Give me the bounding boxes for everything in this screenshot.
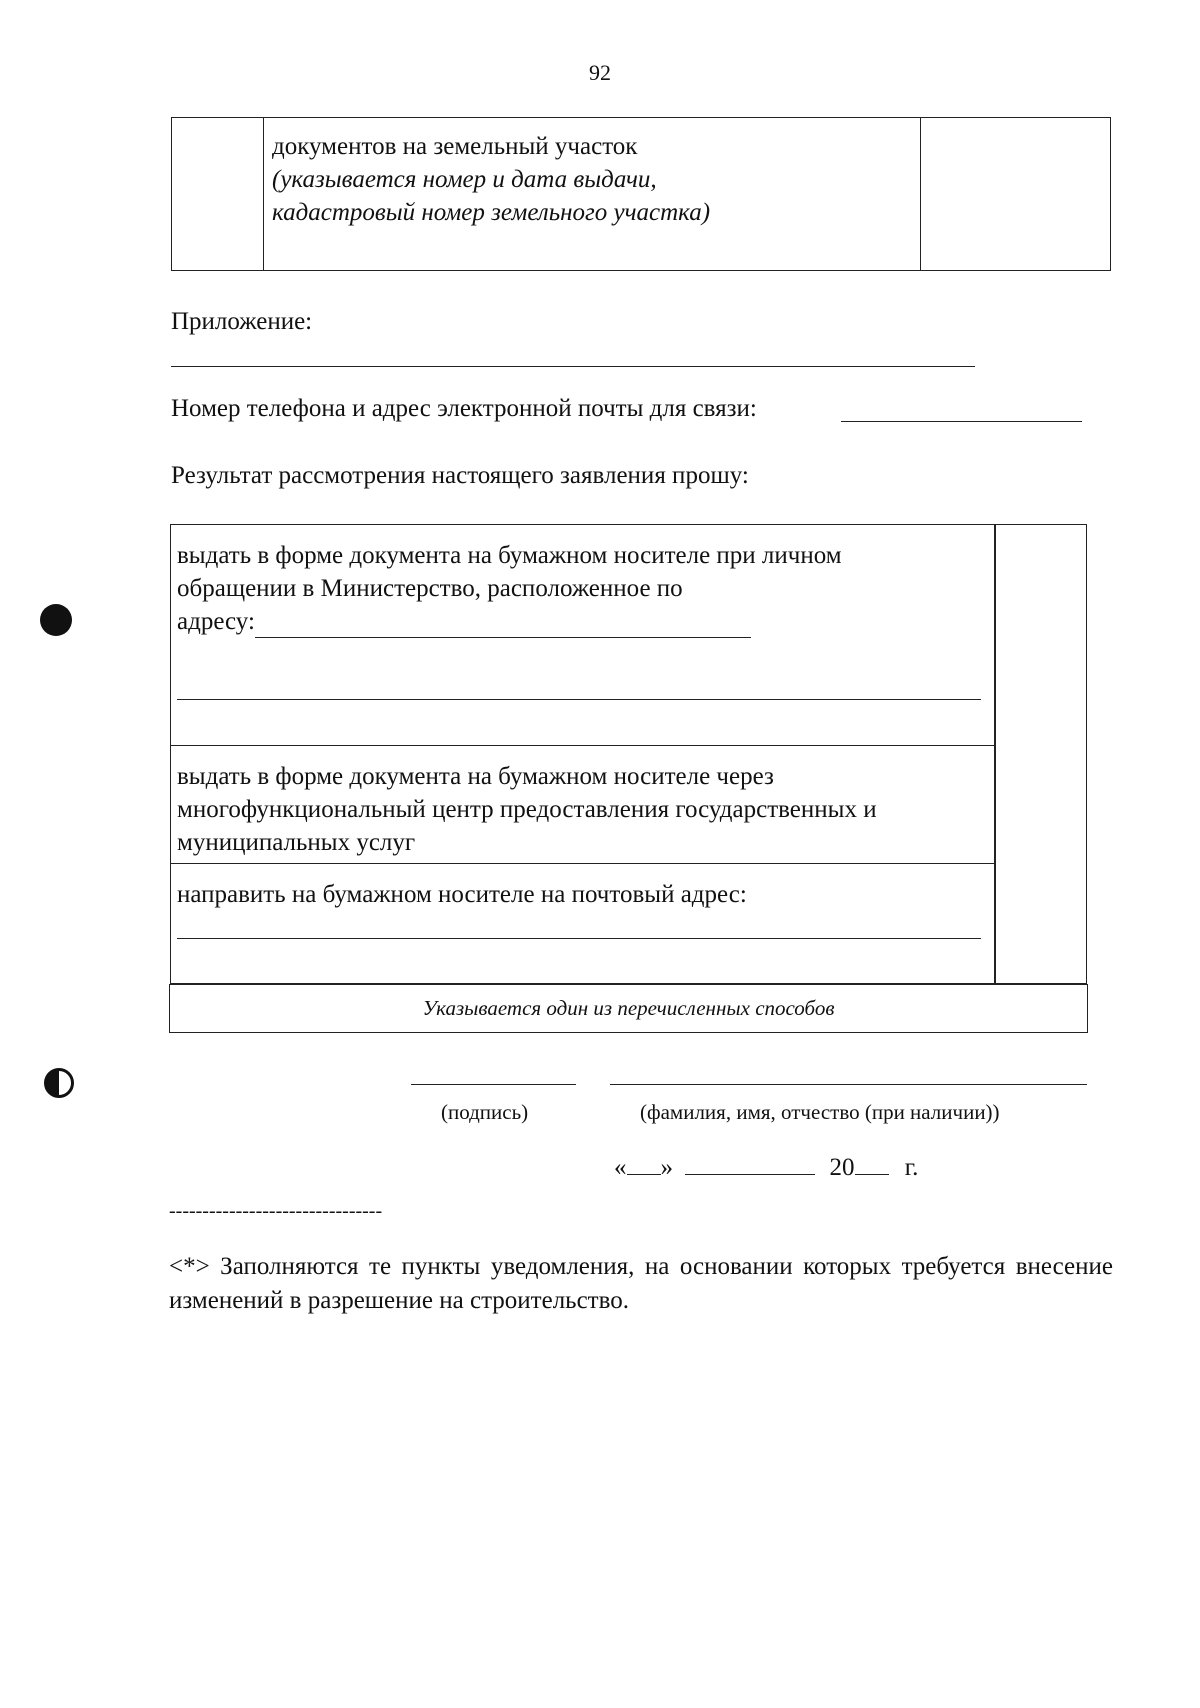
result-options-table	[170, 524, 1087, 984]
signature-line[interactable]	[411, 1084, 576, 1085]
footnote-text: <*> Заполняются те пункты уведомления, на основании которых требуется внесение изменений в разрешение на строительство.	[169, 1253, 1113, 1314]
full-name-line[interactable]	[610, 1084, 1087, 1085]
contact-line[interactable]	[841, 421, 1082, 422]
options-note: Указывается один из перечисленных способов	[169, 984, 1088, 1033]
footnote-separator: --------------------------------	[169, 1200, 383, 1222]
attachment-line[interactable]	[171, 366, 975, 367]
option-personal-visit[interactable]	[171, 525, 994, 745]
option-address-label: адресу:	[177, 608, 255, 635]
date-month-line[interactable]	[685, 1152, 815, 1175]
signature-caption: (подпись)	[441, 1100, 529, 1124]
date-day-line[interactable]	[627, 1152, 661, 1175]
binder-hole-mark	[40, 604, 72, 636]
table-description-cell	[264, 118, 921, 270]
binder-hole-mark-2	[44, 1068, 74, 1098]
date-close-quote: »	[660, 1154, 673, 1181]
attachment-label: Приложение:	[171, 308, 313, 335]
result-request-label: Результат рассмотрения настоящего заявления прошу:	[171, 462, 749, 489]
option-personal-visit-text: выдать в форме документа на бумажном носителе при личном обращении в Министерство, расположенное по	[177, 542, 842, 602]
contact-label: Номер телефона и адрес электронной почты для связи:	[171, 395, 757, 422]
option-mfc[interactable]	[171, 745, 994, 863]
option-mail[interactable]	[171, 863, 994, 985]
option-mail-text: направить на бумажном носителе на почтовый адрес:	[177, 881, 747, 908]
date-open-quote: «	[614, 1154, 627, 1181]
land-documents-text: документов на земельный участок	[272, 133, 638, 160]
page-number: 92	[589, 60, 611, 85]
option-address-line-2[interactable]	[177, 699, 981, 700]
option-mfc-text: выдать в форме документа на бумажном носителе через многофункциональный центр предоставления государственных и муниципальных услуг	[177, 763, 877, 856]
land-documents-table	[171, 117, 1111, 271]
option-mail-address-line[interactable]	[177, 938, 981, 939]
date-year-line[interactable]	[855, 1152, 889, 1175]
option-address-line[interactable]	[255, 611, 751, 638]
table-number-cell	[172, 118, 264, 270]
date-field	[614, 1152, 918, 1182]
checkbox-column-divider	[994, 525, 996, 983]
date-century: 20	[829, 1154, 855, 1181]
full-name-caption: (фамилия, имя, отчество (при наличии))	[640, 1100, 1000, 1124]
date-year-suffix: г.	[904, 1154, 919, 1181]
land-documents-note: (указывается номер и дата выдачи, кадастровый номер земельного участка)	[272, 166, 711, 226]
